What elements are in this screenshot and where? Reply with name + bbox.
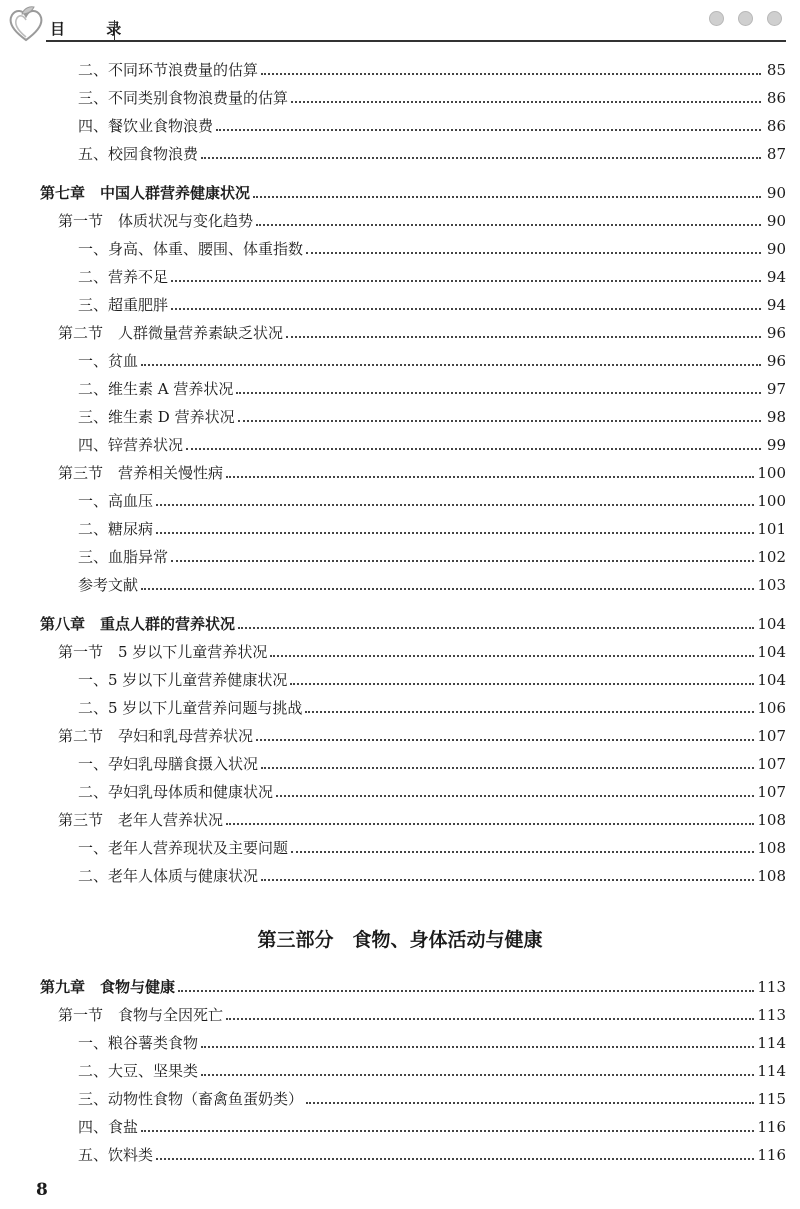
toc-entry-label: 第九章 食物与健康	[40, 978, 176, 996]
dot-leader	[226, 823, 754, 825]
dot-leader	[291, 101, 761, 103]
toc-entry-label: 五、校园食物浪费	[78, 145, 199, 163]
toc-entry-page: 96	[766, 352, 786, 370]
toc-item-entry[interactable]	[0, 778, 800, 802]
toc-entry-label: 二、维生素 A 营养状况	[78, 380, 234, 398]
toc-item-entry[interactable]	[0, 112, 800, 136]
toc-entry-page: 85	[766, 61, 786, 79]
dot-leader	[291, 851, 754, 853]
toc-item-entry[interactable]	[0, 571, 800, 595]
toc-entry-label: 一、贫血	[78, 352, 139, 370]
dot-leader	[226, 1018, 754, 1020]
toc-entry-page: 100	[757, 492, 786, 510]
dot-leader	[156, 1158, 754, 1160]
part-title: 第三部分 食物、身体活动与健康	[257, 929, 543, 951]
toc-entry-label: 二、不同环节浪费量的估算	[78, 61, 259, 79]
toc-entry-label: 四、食盐	[78, 1118, 139, 1136]
toc-entry-page: 107	[757, 783, 786, 801]
dot-leader	[186, 448, 761, 450]
toc-item-entry[interactable]	[0, 84, 800, 108]
toc-entry-label: 一、老年人营养现状及主要问题	[78, 839, 289, 857]
toc-entry-label: 二、大豆、坚果类	[78, 1062, 199, 1080]
toc-item-entry[interactable]	[0, 515, 800, 539]
dot-leader	[141, 1130, 754, 1132]
toc-item-entry[interactable]	[0, 263, 800, 287]
toc-entry-page: 116	[757, 1118, 786, 1136]
toc-entry-page: 108	[757, 811, 786, 829]
toc-section-entry[interactable]	[0, 319, 800, 343]
dot-leader	[171, 308, 761, 310]
toc-entry-label: 一、粮谷薯类食物	[78, 1034, 199, 1052]
page-number: 8	[36, 1180, 48, 1200]
dot-leader	[201, 1046, 754, 1048]
toc-entry-page: 97	[766, 380, 786, 398]
toc-item-entry[interactable]	[0, 834, 800, 858]
dot-leader	[171, 560, 754, 562]
toc-entry-page: 101	[757, 520, 786, 538]
toc-item-entry[interactable]	[0, 666, 800, 690]
dot-leader	[305, 711, 754, 713]
toc-item-entry[interactable]	[0, 347, 800, 371]
toc-item-entry[interactable]	[0, 140, 800, 164]
toc-item-entry[interactable]	[0, 750, 800, 774]
dot-leader	[276, 795, 754, 797]
dot-leader	[141, 364, 761, 366]
dot-leader	[201, 1074, 754, 1076]
toc-entry-label: 第七章 中国人群营养健康状况	[40, 184, 251, 202]
toc-entry-label: 三、血脂异常	[78, 548, 169, 566]
dot-leader	[256, 224, 761, 226]
toc-entry-label: 四、锌营养状况	[78, 436, 184, 454]
toc-entry-label: 四、餐饮业食物浪费	[78, 117, 214, 135]
dot-leader	[156, 532, 754, 534]
dot-leader	[236, 392, 761, 394]
dot-leader	[178, 990, 754, 992]
toc-entry-label: 一、5 岁以下儿童营养健康状况	[78, 671, 288, 689]
toc-entry-page: 90	[766, 240, 786, 258]
toc-item-entry[interactable]	[0, 1141, 800, 1165]
toc-item-entry[interactable]	[0, 1113, 800, 1137]
toc-entry-page: 106	[757, 699, 786, 717]
header-title: 目 录	[50, 20, 140, 38]
toc-item-entry[interactable]	[0, 235, 800, 259]
toc-entry-label: 第二节 孕妇和乳母营养状况	[58, 727, 254, 745]
toc-chapter-entry[interactable]	[0, 179, 800, 203]
toc-entry-label: 一、身高、体重、腰围、体重指数	[78, 240, 304, 258]
toc-entry-label: 三、维生素 D 营养状况	[78, 408, 235, 426]
dot-leader	[270, 655, 754, 657]
toc-entry-label: 第一节 食物与全因死亡	[58, 1006, 224, 1024]
dot-leader	[306, 1102, 754, 1104]
toc-section-entry[interactable]	[0, 207, 800, 231]
dot-leader	[141, 588, 754, 590]
toc-entry-page: 99	[766, 436, 786, 454]
toc-entry-label: 第八章 重点人群的营养状况	[40, 615, 236, 633]
toc-item-entry[interactable]	[0, 403, 800, 427]
toc-item-entry[interactable]	[0, 694, 800, 718]
toc-item-entry[interactable]	[0, 1057, 800, 1081]
dot-leader	[226, 476, 754, 478]
toc-entry-page: 103	[757, 576, 786, 594]
toc-entry-page: 100	[757, 464, 786, 482]
toc-item-entry[interactable]	[0, 375, 800, 399]
dot-leader	[261, 73, 761, 75]
toc-entry-page: 90	[766, 184, 786, 202]
dot-leader	[261, 767, 754, 769]
dot-leader	[286, 336, 761, 338]
toc-section-entry[interactable]	[0, 459, 800, 483]
toc-item-entry[interactable]	[0, 543, 800, 567]
toc-entry-label: 二、孕妇乳母体质和健康状况	[78, 783, 274, 801]
toc-section-entry[interactable]	[0, 1001, 800, 1025]
toc-entry-label: 第三节 老年人营养状况	[58, 811, 224, 829]
toc-entry-label: 一、孕妇乳母膳食摄入状况	[78, 755, 259, 773]
toc-entry-page: 86	[766, 89, 786, 107]
toc-section-entry[interactable]	[0, 806, 800, 830]
toc-section-entry[interactable]	[0, 638, 800, 662]
toc-entry-page: 94	[766, 268, 786, 286]
dot-leader	[201, 157, 761, 159]
dot-leader	[290, 683, 754, 685]
toc-chapter-entry[interactable]	[0, 973, 800, 997]
toc-entry-label: 第一节 体质状况与变化趋势	[58, 212, 254, 230]
toc-entry-page: 115	[757, 1090, 786, 1108]
toc-entry-label: 三、动物性食物（畜禽鱼蛋奶类）	[78, 1090, 304, 1108]
toc-chapter-entry[interactable]	[0, 610, 800, 634]
toc-item-entry[interactable]	[0, 487, 800, 511]
toc-entry-page: 104	[757, 643, 786, 661]
toc-entry-label: 三、超重肥胖	[78, 296, 169, 314]
toc-item-entry[interactable]	[0, 56, 800, 80]
toc-entry-page: 98	[766, 408, 786, 426]
toc-entry-page: 96	[766, 324, 786, 342]
toc-entry-page: 113	[757, 1006, 786, 1024]
dot-leader	[238, 420, 761, 422]
toc-entry-page: 87	[766, 145, 786, 163]
toc-entry-page: 102	[757, 548, 786, 566]
toc-section-entry[interactable]	[0, 722, 800, 746]
toc-entry-page: 90	[766, 212, 786, 230]
toc-entry-label: 第二节 人群微量营养素缺乏状况	[58, 324, 284, 342]
toc-entry-page: 107	[757, 727, 786, 745]
toc-entry-label: 二、5 岁以下儿童营养问题与挑战	[78, 699, 303, 717]
toc-entry-page: 108	[757, 867, 786, 885]
dot-leader	[256, 739, 754, 741]
dot-leader	[171, 280, 761, 282]
toc-item-entry[interactable]	[0, 1085, 800, 1109]
toc-entry-page: 114	[757, 1034, 786, 1052]
toc-entry-page: 116	[757, 1146, 786, 1164]
toc-item-entry[interactable]	[0, 431, 800, 455]
dot-leader	[261, 879, 754, 881]
toc-entry-label: 五、饮料类	[78, 1146, 154, 1164]
toc-item-entry[interactable]	[0, 291, 800, 315]
toc-entry-page: 104	[757, 671, 786, 689]
toc-entry-label: 二、糖尿病	[78, 520, 154, 538]
toc-entry-label: 二、营养不足	[78, 268, 169, 286]
toc-item-entry[interactable]	[0, 862, 800, 886]
dot-leader	[156, 504, 754, 506]
toc-entry-page: 107	[757, 755, 786, 773]
dot-leader	[253, 196, 761, 198]
dot-leader	[238, 627, 754, 629]
toc-entry-page: 113	[757, 978, 786, 996]
toc-entry-page: 104	[757, 615, 786, 633]
toc-item-entry[interactable]	[0, 1029, 800, 1053]
dot-leader	[216, 129, 761, 131]
dot-leader	[306, 252, 761, 254]
toc-entry-label: 第三节 营养相关慢性病	[58, 464, 224, 482]
toc-entry-label: 三、不同类别食物浪费量的估算	[78, 89, 289, 107]
toc-entry-page: 94	[766, 296, 786, 314]
toc-entry-page: 114	[757, 1062, 786, 1080]
toc-entry-label: 二、老年人体质与健康状况	[78, 867, 259, 885]
toc-entry-page: 86	[766, 117, 786, 135]
toc-entry-page: 108	[757, 839, 786, 857]
toc-entry-label: 第一节 5 岁以下儿童营养状况	[58, 643, 268, 661]
toc-entry-label: 参考文献	[78, 576, 139, 594]
toc-entry-label: 一、高血压	[78, 492, 154, 510]
